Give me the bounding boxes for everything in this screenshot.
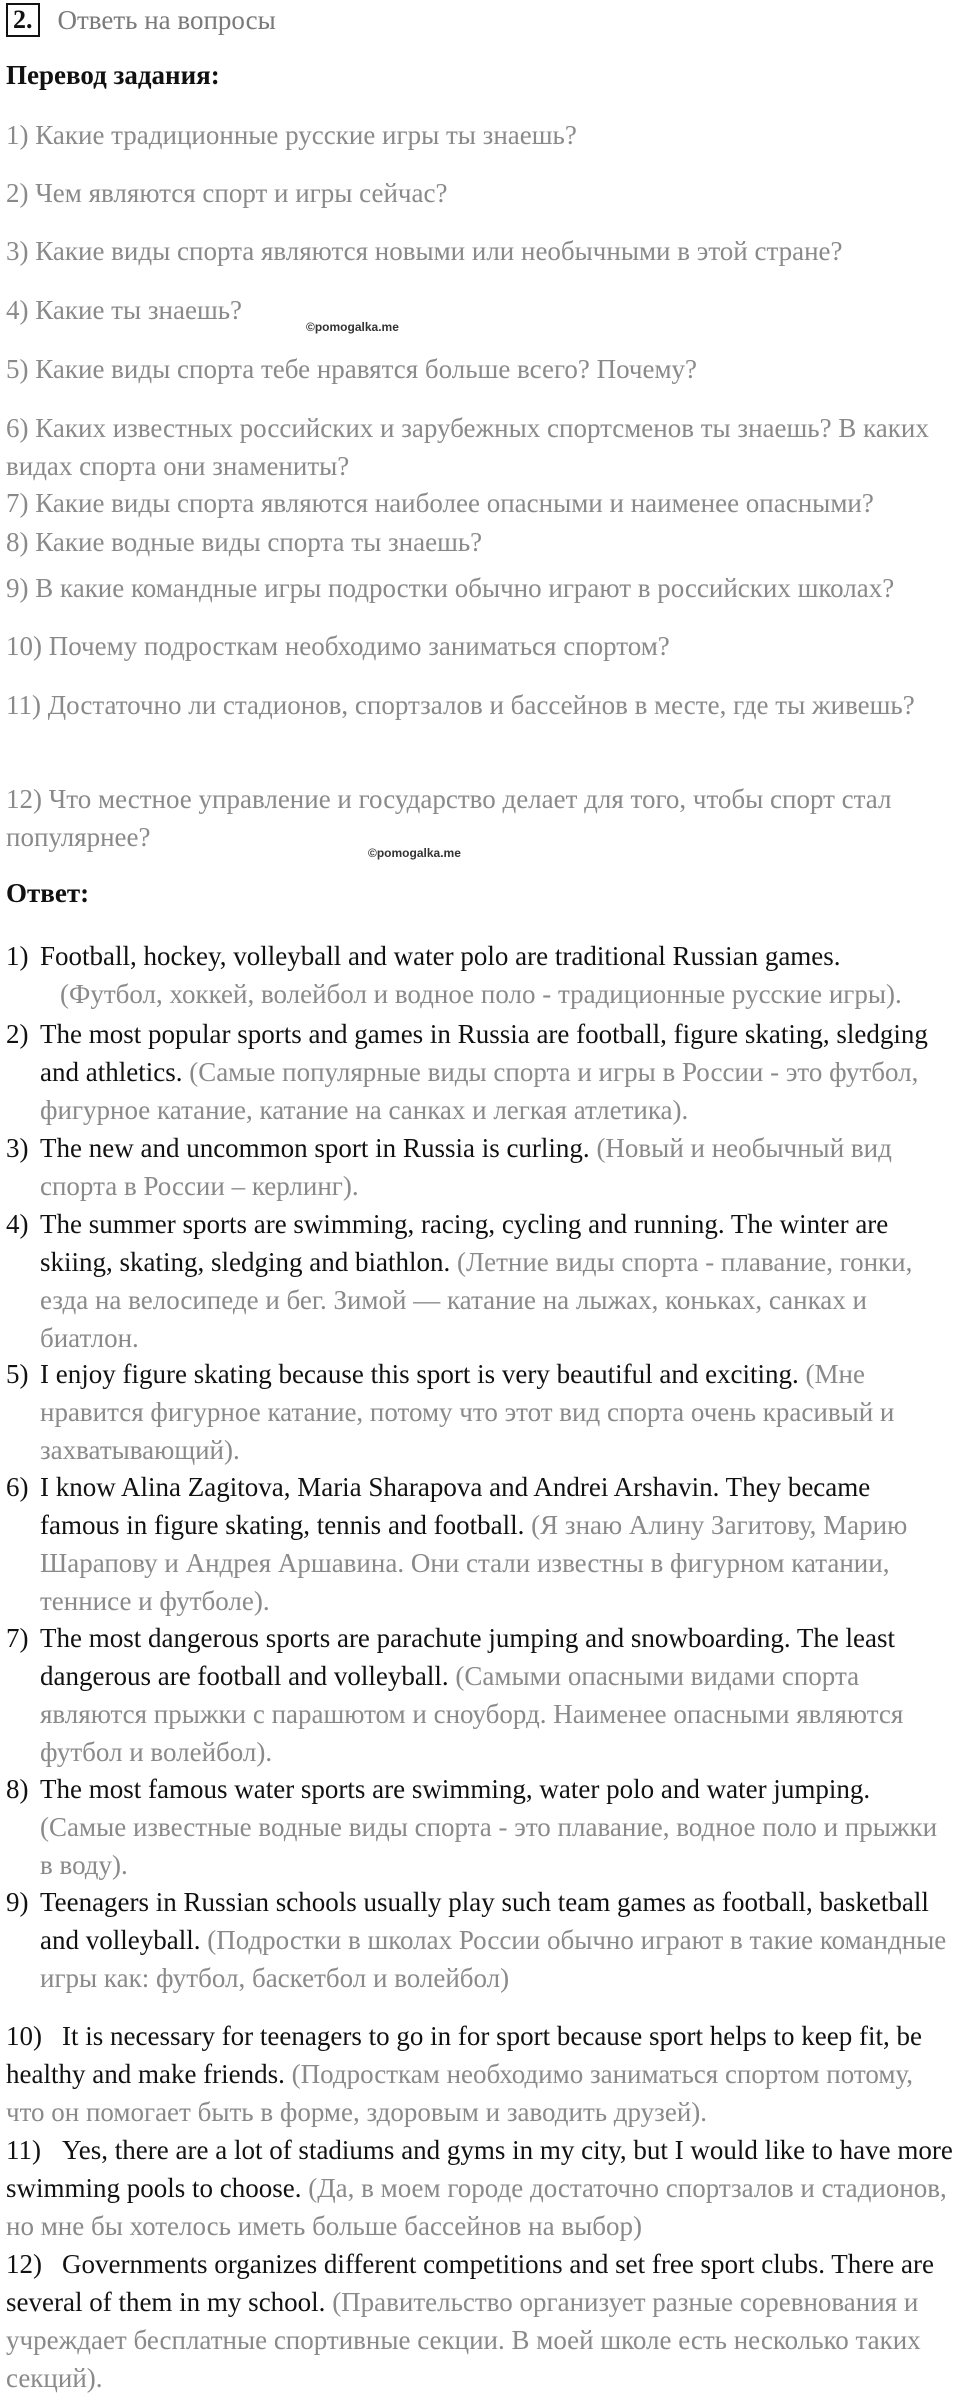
answer-number: 1) xyxy=(6,941,29,971)
answer-text: Governments organizes different competitions and set free sport clubs. There are several of them in my school. xyxy=(6,2249,934,2317)
question-10: 10) Почему подросткам необходимо заниматься спортом? xyxy=(6,631,670,661)
answer-1 xyxy=(6,937,956,1013)
answer-9 xyxy=(6,1883,956,1997)
answer-translation: (Да, в моем городе достаточно спортзалов и стадионов, но мне бы хотелось иметь больше бассейнов на выбор) xyxy=(6,2173,947,2241)
answer-translation: (Я знаю Алину Загитову, Марию Шарапову и Андрея Аршавина. Они стали известны в фигурном катании, теннисе и футболе). xyxy=(40,1510,908,1616)
answer-10 xyxy=(6,2017,956,2131)
answer-translation: (Новый и необычный вид спорта в России – керлинг). xyxy=(40,1133,892,1201)
question-6: 6) Каких известных российских и зарубежных спортсменов ты знаешь? В каких видах спорта они знамениты? xyxy=(6,413,929,481)
answer-number: 11) xyxy=(6,2135,41,2165)
answer-translation: (Подростки в школах России обычно играют в такие командные игры как: футбол, баскетбол и волейбол) xyxy=(40,1925,947,1993)
answer-translation: (Самые известные водные виды спорта - это плавание, водное поло и прыжки в воду). xyxy=(40,1812,938,1880)
answer-number: 6) xyxy=(6,1472,29,1502)
answer-text: Teenagers in Russian schools usually play such team games as football, basketball and volleyball. xyxy=(40,1887,929,1955)
answer-12 xyxy=(6,2245,956,2397)
question-9: 9) В какие командные игры подростки обычно играют в российских школах? xyxy=(6,573,895,603)
answer-5 xyxy=(6,1355,956,1469)
question-7: 7) Какие виды спорта являются наиболее опасными и наименее опасными? xyxy=(6,488,874,518)
answer-translation: (Футбол, хоккей, волейбол и водное поло - традиционные русские игры). xyxy=(60,979,902,1009)
answer-translation: (Правительство организует разные соревнования и учреждает бесплатные спортивные секции. В моей школе есть несколько таких секций). xyxy=(6,2287,921,2393)
answer-translation: (Мне нравится фигурное катание, потому что этот вид спорта очень красивый и захватывающий). xyxy=(40,1359,895,1465)
answer-text: It is necessary for teenagers to go in for sport because sport helps to keep fit, be healthy and make friends. xyxy=(6,2021,922,2089)
answer-heading: Ответ: xyxy=(6,878,90,908)
answer-number: 12) xyxy=(6,2249,42,2279)
answer-number: 10) xyxy=(6,2021,42,2051)
question-5: 5) Какие виды спорта тебе нравятся больше всего? Почему? xyxy=(6,354,698,384)
answer-text: The most popular sports and games in Russia are football, figure skating, sledging and athletics. xyxy=(40,1019,928,1087)
answer-8 xyxy=(6,1770,956,1884)
question-2: 2) Чем являются спорт и игры сейчас? xyxy=(6,178,448,208)
answer-number: 2) xyxy=(6,1019,29,1049)
answer-translation: (Летние виды спорта - плавание, гонки, езда на велосипеде и бег. Зимой — катание на лыжах, коньках, санках и биатлон. xyxy=(40,1247,913,1353)
question-11: 11) Достаточно ли стадионов, спортзалов и бассейнов в месте, где ты живешь? xyxy=(6,690,915,720)
task-number: 2. xyxy=(6,3,40,37)
answer-text: The new and uncommon sport in Russia is curling. xyxy=(40,1133,590,1163)
answer-text: The most dangerous sports are parachute jumping and snowboarding. The least dangerous are football and volleyball. xyxy=(40,1623,896,1691)
answer-7 xyxy=(6,1619,956,1771)
answer-number: 9) xyxy=(6,1887,29,1917)
answer-text: I know Alina Zagitova, Maria Sharapova and Andrei Arshavin. They became famous in figure skating, tennis and football. xyxy=(40,1472,871,1540)
question-12: 12) Что местное управление и государство делает для того, чтобы спорт стал популярнее? xyxy=(6,784,892,852)
answer-text: The summer sports are swimming, racing, cycling and running. The winter are skiing, skating, sledging and biathlon. xyxy=(40,1209,889,1277)
translation-heading: Перевод задания: xyxy=(6,60,220,90)
answer-number: 4) xyxy=(6,1209,29,1239)
answer-translation: (Подросткам необходимо заниматься спортом потому, что он помогает быть в форме, здоровым и заводить друзей). xyxy=(6,2059,913,2127)
answer-3 xyxy=(6,1129,956,1205)
answer-number: 7) xyxy=(6,1623,29,1653)
answer-text: Yes, there are a lot of stadiums and gyms in my city, but I would like to have more swimming pools to choose. xyxy=(6,2135,953,2203)
watermark: ©pomogalka.me xyxy=(306,320,399,334)
answer-text: I enjoy figure skating because this sport is very beautiful and exciting. xyxy=(40,1359,799,1389)
answer-text: The most famous water sports are swimming, water polo and water jumping. xyxy=(40,1774,871,1804)
task-header xyxy=(6,0,276,40)
answer-number: 5) xyxy=(6,1359,29,1389)
watermark: ©pomogalka.me xyxy=(368,846,461,860)
question-4: 4) Какие ты знаешь? xyxy=(6,295,243,325)
answer-4 xyxy=(6,1205,956,1357)
answer-2 xyxy=(6,1015,956,1129)
answer-text: Football, hockey, volleyball and water polo are traditional Russian games. xyxy=(40,941,841,971)
task-title: Ответь на вопросы xyxy=(57,4,276,35)
answer-11 xyxy=(6,2131,956,2245)
answer-number: 3) xyxy=(6,1133,29,1163)
answer-6 xyxy=(6,1468,956,1620)
answer-number: 8) xyxy=(6,1774,29,1804)
question-3: 3) Какие виды спорта являются новыми или необычными в этой стране? xyxy=(6,236,843,266)
question-8: 8) Какие водные виды спорта ты знаешь? xyxy=(6,527,483,557)
answer-translation: (Самые популярные виды спорта и игры в России - это футбол, фигурное катание, катание на санках и легкая атлетика). xyxy=(40,1057,919,1125)
question-1: 1) Какие традиционные русские игры ты знаешь? xyxy=(6,120,577,150)
answer-translation: (Самыми опасными видами спорта являются прыжки с парашютом и сноуборд. Наименее опасными являются футбол и волейбол). xyxy=(40,1661,904,1767)
